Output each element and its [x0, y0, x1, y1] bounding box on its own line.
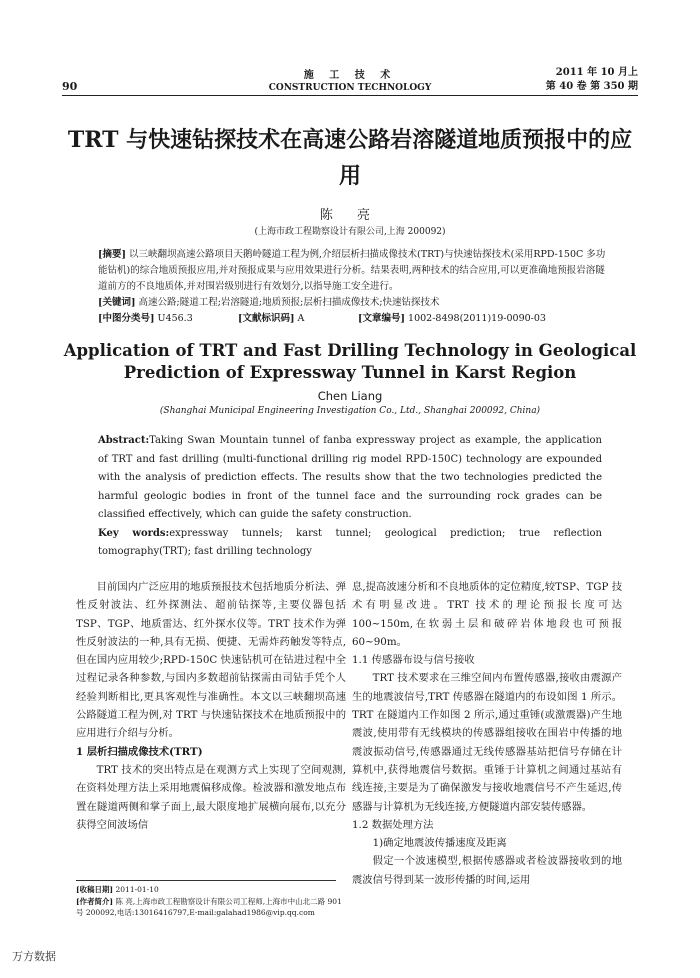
affiliation-en: (Shanghai Municipal Engineering Investigation Co., Ltd., Shanghai 200092, China): [159, 406, 541, 416]
abstract-cn-label: [摘要]: [98, 249, 126, 260]
abstract-cn-block: [98, 247, 608, 327]
section-1-2-paragraph: 假定一个波速模型,根据传感器或者检波器接收到的地震波信号得到某一波形传播的时间,运用: [352, 855, 622, 886]
clc-number: [98, 311, 238, 327]
keywords-cn: [98, 295, 608, 311]
keywords-en-text: expressway tunnels; karst tunnel; geological prediction; true reflection tomography(TRT); fast drilling technology: [98, 527, 602, 557]
issue-date: 2011 年 10 月上: [555, 67, 638, 78]
list-item-1: 1)确定地震波传播速度及距离: [372, 837, 507, 850]
classification-row: [98, 311, 608, 327]
section-heading-1: 1 层析扫描成像技术(TRT): [76, 745, 203, 758]
author-name-en: Chen Liang: [317, 389, 383, 403]
abstract-cn: [98, 247, 608, 295]
clc-label: [中图分类号]: [98, 313, 155, 324]
body-column-right: [352, 578, 622, 889]
clc-value: U456.3: [157, 313, 193, 324]
issue-info: [546, 66, 638, 94]
received-date: [76, 884, 346, 896]
abstract-en-label: Abstract:: [98, 435, 150, 446]
section-1-paragraph: TRT 技术的突出特点是在观测方式上实现了空间观测,在资料处理方法上采用地震偏移成像。检波器和激发地点布置在隧道两侧和掌子面上,最大限度地扩展横向展布,以充分获得空间波场信: [76, 763, 346, 831]
doc-code-label: [文献标识码]: [238, 313, 295, 324]
received-label: [收稿日期]: [76, 885, 114, 894]
paper-title-en: Application of TRT and Fast Drilling Technology in Geological Prediction of Expressway Tunnel in Karst Region: [63, 341, 637, 382]
article-no-label: [文章编号]: [358, 313, 405, 324]
continued-paragraph: 息,提高波速分析和不良地质体的定位精度,较TSP、TGP 技术有明显改进。TRT 技术的理论预报长度可达 100~150m,在软弱土层和破碎岩体地段也可预报 60~90m。: [352, 581, 622, 648]
paper-title-cn: TRT 与快速钻探技术在高速公路岩溶隧道地质预报中的应用: [67, 127, 633, 189]
doc-code-value: A: [297, 313, 305, 324]
abstract-en-block: [98, 432, 602, 562]
received-value: 2011-01-10: [115, 885, 159, 894]
header-divider: [62, 95, 638, 96]
keywords-en-label: Key words:: [98, 527, 170, 539]
document-code: [238, 311, 358, 327]
keywords-en: [98, 525, 602, 562]
article-no-value: 1002-8498(2011)19-0090-03: [408, 313, 546, 324]
author-bio: [76, 896, 346, 919]
keywords-cn-text: 高速公路;隧道工程;岩溶隧道;地质预报;层析扫描成像技术;快速钻探技术: [138, 297, 440, 308]
section-heading-1-1: 1.1 传感器布设与信号接收: [352, 654, 475, 667]
volume-issue: 第 40 卷 第 350 期: [545, 81, 638, 92]
author-name-cn: 陈 亮: [319, 208, 381, 223]
journal-name-cn: 施 工 技 术: [303, 70, 397, 81]
author-bio-label: [作者简介]: [76, 896, 114, 906]
body-column-left: [76, 578, 346, 834]
article-number: [358, 311, 546, 327]
abstract-en: [98, 432, 602, 525]
affiliation-cn: (上海市政工程勘察设计有限公司,上海 200092): [254, 227, 446, 237]
page-number: 90: [62, 80, 78, 93]
section-1-1-paragraph: TRT 技术要求在三维空间内布置传感器,接收由震源产生的地震波信号,TRT 传感器在隧道内的布设如图 1 所示。TRT 在隧道内工作如图 2 所示,通过重锤(或激震器)产生地震波,使用带有无线模块的传感器组接收在围岩中传播的地震波振动信号,传感器通过无线传感器基站把信号存储在计算机中,获得地震信号数据。重锤于计算机之间通过基站有线连接,主要是为了确保激发与接收地震信号不产生延迟,传感器与计算机为无线连接,方便隧道内部安装传感器。: [352, 672, 622, 813]
footnote: [76, 884, 346, 919]
abstract-en-text: Taking Swan Mountain tunnel of fanba expressway project as example, the application of TRT and fast drilling (multi-functional drilling rig model RPD-150C) technology are expounded with the analysis of prediction effects. The results show that the two technologies predicted the harmful geologic bodies in front of the tunnel face and the surrounding rock grades can be classified effectively, which can guide the safety construction.: [98, 435, 602, 520]
footnote-divider: [76, 880, 336, 881]
abstract-cn-text: 以三峡翻坝高速公路项目天鹅岭隧道工程为例,介绍层析扫描成像技术(TRT)与快速钻探技术(采用RPD-150C 多功能钻机)的综合地质预报应用,并对预报成果与应用效果进行分析。结果表明,两种技术的结合应用,可以更准确地预报岩溶隧道前方的不良地质体,并对围岩级别进行有效划分,以指导施工安全进行。: [98, 249, 606, 292]
section-heading-1-2: 1.2 数据处理方法: [352, 818, 434, 831]
intro-paragraph: 目前国内广泛应用的地质预报技术包括地质分析法、弹性反射波法、红外探测法、超前钻探等,主要仪器包括 TSP、TGP、地质雷达、红外探水仪等。TRT 技术作为弹性反射波法的一种,具有无损、便捷、无需炸药触发等特点,但在国内应用较少;RPD-150C 快速钻机可在钻进过程中全过程记录各种参数,与国内多数超前钻探需由司钻手凭个人经验判断相比,更具客观性与准确性。本文以三峡翻坝高速公路隧道工程为例,对 TRT 与快速钻探技术在地质预报中的应用进行介绍与分析。: [76, 581, 346, 740]
author-bio-text: 陈 亮,上海市政工程勘察设计有限公司工程师,上海市中山北二路 901 号 200092,电话:13016416797,E-mail:galahad1986@vip.qq.com: [76, 896, 342, 917]
journal-name-en: CONSTRUCTION TECHNOLOGY: [268, 83, 432, 93]
keywords-cn-label: [关键词]: [98, 297, 136, 308]
watermark: 万方数据: [12, 950, 56, 963]
running-header: [250, 66, 450, 93]
